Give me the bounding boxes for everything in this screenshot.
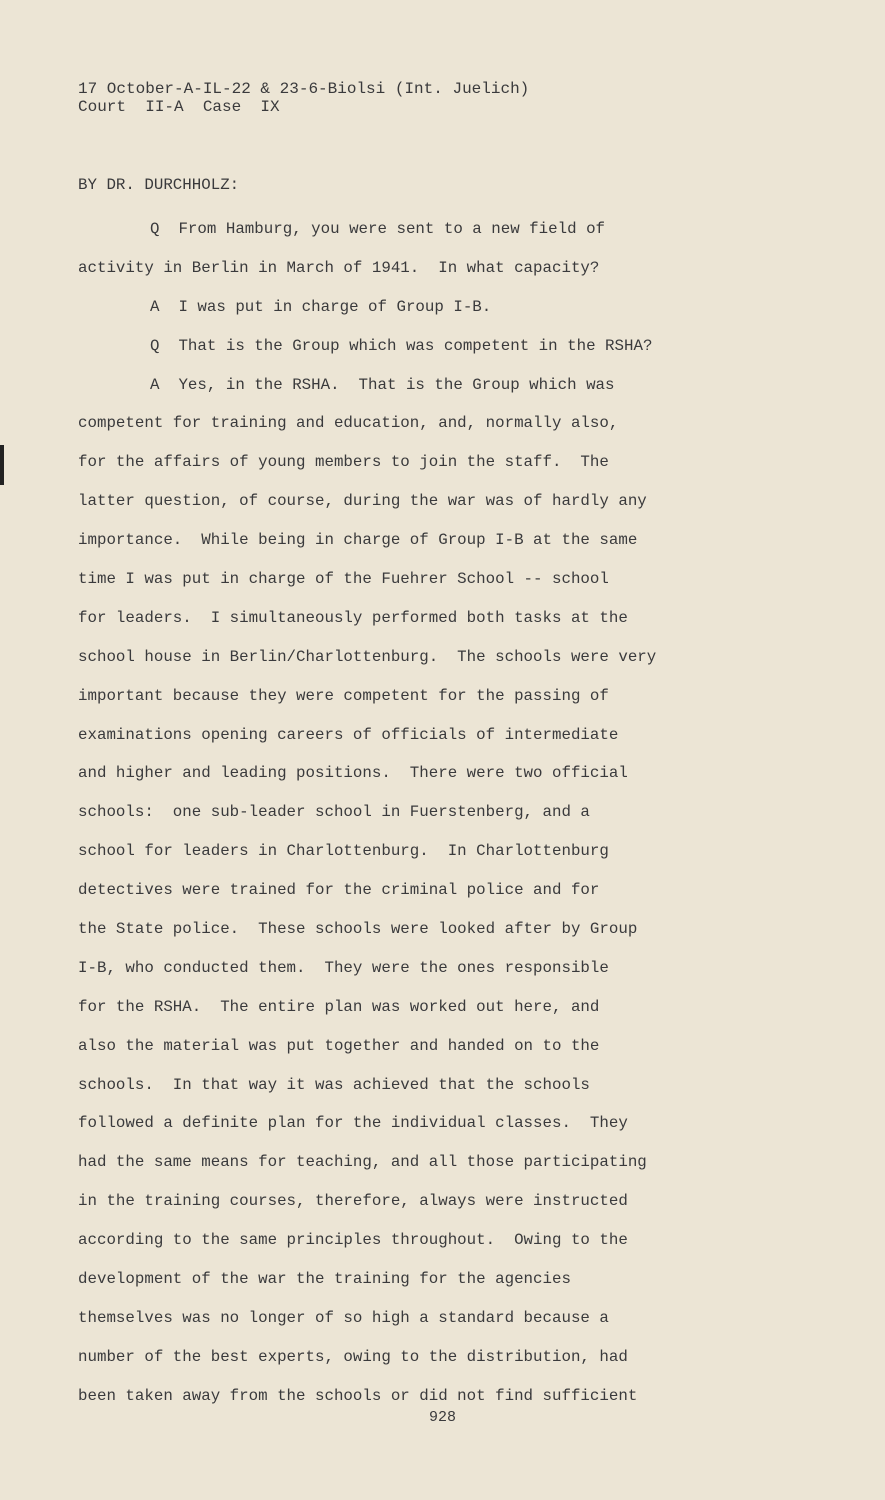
transcript-line: for the RSHA. The entire plan was worked out here, and [78,997,600,1016]
transcript-line: school house in Berlin/Charlottenburg. The schools were very [78,647,657,666]
transcript-line: schools: one sub-leader school in Fuerstenberg, and a [78,803,590,822]
transcript-line: time I was put in charge of the Fuehrer School -- school [78,570,609,589]
transcript-line: for the affairs of young members to join the staff. The [78,453,609,472]
transcript-line: had the same means for teaching, and all those participating [78,1153,647,1172]
transcript-line: Q From Hamburg, you were sent to a new field of [150,220,606,238]
speaker-heading: BY DR. DURCHHOLZ: [78,176,240,194]
transcript-line: for leaders. I simultaneously performed both tasks at the [78,608,628,627]
transcript-line: in the training courses, therefore, always were instructed [78,1192,628,1211]
transcript-line: followed a definite plan for the individual classes. They [78,1114,628,1133]
transcript-line: Q That is the Group which was competent in the RSHA? [150,336,653,355]
document-header-line-1: 17 October-A-IL-22 & 23-6-Biolsi (Int. Juelich) [78,80,530,98]
transcript-line: important because they were competent for the passing of [78,686,609,705]
transcript-line: examinations opening careers of officials of intermediate [78,725,619,744]
transcript-line: development of the war the training for the agencies [78,1270,571,1289]
transcript-line: schools. In that way it was achieved that the schools [78,1075,590,1094]
transcript-line: also the material was put together and handed on to the [78,1036,600,1055]
transcript-body [78,216,878,1422]
transcript-line: themselves was no longer of so high a standard because a [78,1308,609,1327]
transcript-line: competent for training and education, and, normally also, [78,414,619,433]
transcript-line: and higher and leading positions. There were two official [78,764,628,783]
transcript-line: A Yes, in the RSHA. That is the Group which was [150,375,615,394]
transcript-line: been taken away from the schools or did not find sufficient [78,1386,638,1405]
page-number: 928 [428,1409,456,1426]
document-header-line-2: Court II-A Case IX [78,98,280,116]
transcript-line: I-B, who conducted them. They were the ones responsible [78,958,609,977]
transcript-line: importance. While being in charge of Group I-B at the same [78,531,638,550]
transcript-line: detectives were trained for the criminal police and for [78,881,600,900]
transcript-line: school for leaders in Charlottenburg. In Charlottenburg [78,842,609,861]
transcript-line: latter question, of course, during the war was of hardly any [78,492,647,511]
transcript-line: the State police. These schools were looked after by Group [78,920,638,939]
page-edge-mark [0,445,4,485]
transcript-line: A I was put in charge of Group I-B. [150,297,492,316]
transcript-line: number of the best experts, owing to the distribution, had [78,1347,628,1366]
transcript-line: according to the same principles throughout. Owing to the [78,1231,628,1250]
transcript-line: activity in Berlin in March of 1941. In what capacity? [78,258,600,277]
